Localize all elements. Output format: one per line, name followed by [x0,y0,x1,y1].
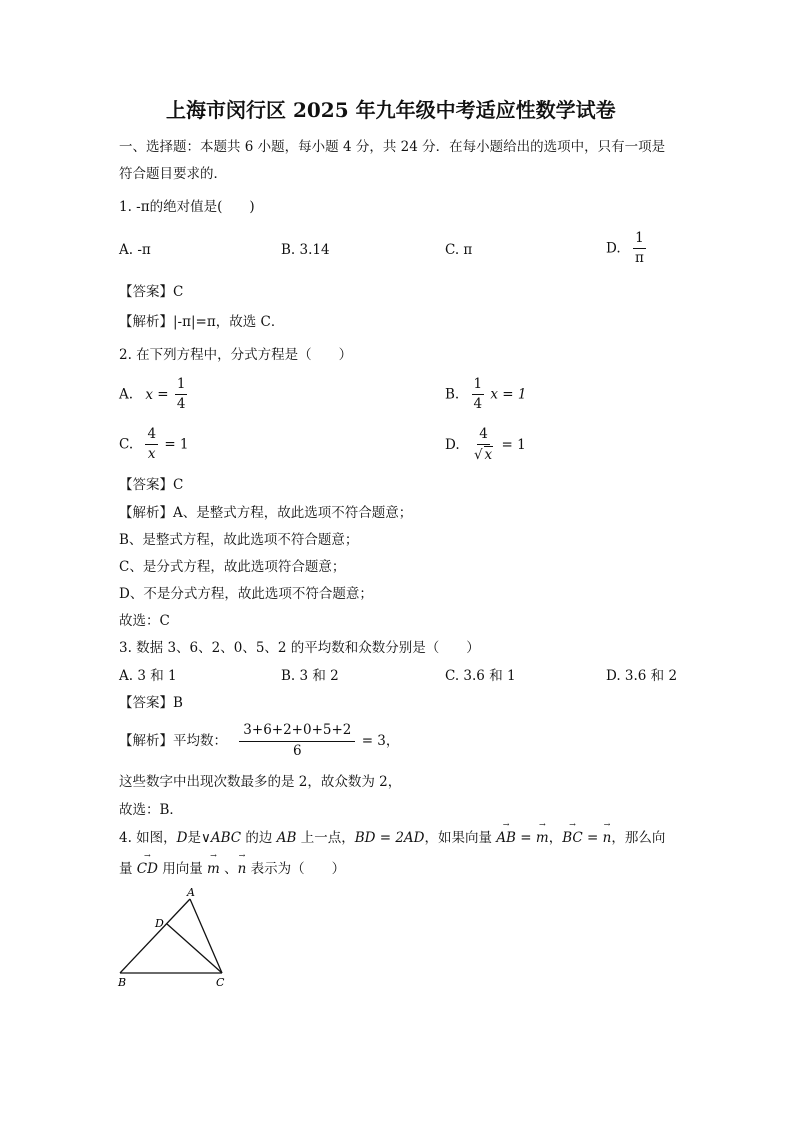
q4-stem-line1 [119,820,666,847]
q2-option-d-fraction [472,426,495,464]
fraction-numerator: 1 [175,376,188,395]
q2-option-a-eq: = [157,386,169,403]
fraction-denominator [472,445,495,464]
vector-arrow-icon: → [502,820,510,829]
q2-analysis-line3: C、是分式方程，故此选项符合题意； [119,559,346,575]
text: ，如果向量 [424,830,497,846]
fraction-denominator: 4 [473,396,483,412]
q3-option-c: C. 3.6 和 1 [445,668,516,684]
q2-option-a [119,376,189,413]
math-var: AB [276,830,297,846]
label-d: D [155,917,164,930]
fraction-numerator: 4 [145,426,158,445]
q3-option-d: D. 3.6 和 2 [606,668,678,684]
q2-option-b-rhs: x = 1 [490,386,527,403]
text: = [515,830,536,846]
text: 表示为（ ） [246,861,346,877]
q2-option-d-rhs: = 1 [501,437,526,453]
math-expr: BD = 2AD [354,830,425,846]
vector-label: AB [496,830,516,846]
q2-option-c-rhs: = 1 [164,436,189,453]
vector-m [535,820,549,847]
q2-option-b [445,376,527,413]
fraction-numerator: 3+6+2+0+5+2 [239,722,355,742]
q3-answer: 【答案】B [119,695,183,711]
q3-option-a: A. 3 和 1 [119,668,177,684]
sqrt-symbol: √ [473,447,483,463]
triangle-figure [112,885,252,995]
q4-stem-line2 [119,851,346,878]
q3-analysis-line2: 这些数字中出现次数最多的是 2，故众数为 2， [119,774,402,790]
q3-mean-result: = 3， [361,733,400,749]
vector-label: n [602,830,612,846]
text: 4. 如图， [119,830,177,846]
q2-analysis-line1: 【解析】A、是整式方程，故此选项不符合题意； [119,505,413,521]
q2-option-c-label: C. [119,436,134,453]
vector-m [207,851,220,878]
fraction-numerator: 4 [477,426,490,445]
q2-option-d [445,426,526,464]
vector-label: BC [562,830,583,846]
text: 量 [119,861,137,877]
q2-option-b-fraction [472,376,485,413]
fraction-numerator: 1 [633,230,646,249]
side-ac [190,899,222,973]
q2-option-a-lhs: x [145,386,153,403]
fraction-denominator: 6 [293,743,302,759]
segment-cd [167,924,222,973]
math-var: ABC [210,830,242,846]
section-instructions-line2: 符合题目要求的． [119,166,227,182]
vector-label: m [207,861,220,877]
q2-analysis-line4: D、不是分式方程，故此选项不符合题意； [119,586,373,602]
text: 的边 [241,830,277,846]
page-title: 上海市闵行区 2025 年九年级中考适应性数学试卷 [166,98,616,122]
text: ， [548,830,563,846]
fraction-denominator: 4 [176,396,186,412]
section-instructions-line1: 一、选择题：本题共 6 小题，每小题 4 分，共 24 分．在每小题给出的选项中，只有一项是 [119,139,666,155]
q1-option-d [606,230,648,267]
q1-option-a: A. -π [119,242,151,258]
vector-arrow-icon: → [538,820,546,829]
q2-option-d-label: D. [445,437,460,453]
vector-cd [136,851,158,878]
label-a: A [187,886,195,899]
vector-arrow-icon: → [569,820,576,829]
q1-option-d-fraction [633,230,646,267]
vector-arrow-icon: → [603,820,611,829]
q3-mean-fraction [239,722,355,760]
vector-n [237,851,247,878]
q2-analysis-line5: 故选：C [119,613,170,629]
q1-analysis: 【解析】|-π|=π，故选 C． [119,314,285,330]
q3-analysis-line3: 故选：B． [119,802,183,818]
text: = [582,830,603,846]
vector-label: n [237,861,247,877]
vector-arrow-icon: → [144,851,151,860]
math-var: D [176,830,188,846]
fraction-denominator: π [634,250,644,266]
text: 是∨ [187,830,211,846]
q2-option-c-fraction [145,426,158,463]
vector-label: m [535,830,549,846]
vector-n [602,820,612,847]
q1-option-b: B. 3.14 [281,242,330,258]
q3-option-b: B. 3 和 2 [281,668,339,684]
vector-arrow-icon: → [238,851,246,860]
q1-option-c: C. π [445,242,473,258]
q2-answer: 【答案】C [119,477,184,493]
text: 用向量 [157,861,208,877]
q1-option-d-label: D. [606,240,621,257]
text: 上一点， [296,830,355,846]
q2-option-a-fraction [175,376,188,413]
text: ，那么向 [611,830,666,846]
vector-ab [496,820,516,847]
vector-bc [562,820,583,847]
radicand: x [484,447,493,463]
q2-analysis-line2: B、是整式方程，故此选项不符合题意； [119,532,359,548]
q1-stem: 1. -π的绝对值是( ) [119,199,255,215]
fraction-numerator: 1 [472,376,485,395]
q2-stem: 2. 在下列方程中，分式方程是（ ） [119,347,353,363]
q3-analysis-line1 [119,722,399,760]
q3-analysis-label: 【解析】平均数： [119,733,227,749]
q2-option-a-label: A. [119,386,134,403]
q3-stem: 3. 数据 3、6、2、0、5、2 的平均数和众数分别是（ ） [119,640,480,656]
q2-option-b-label: B. [445,386,460,403]
q1-answer: 【答案】C [119,284,184,300]
vector-arrow-icon: → [210,851,217,860]
vector-label: CD [136,861,158,877]
label-c: C [216,976,225,989]
text: 、 [219,861,238,877]
fraction-denominator: x [147,446,156,462]
q2-option-c [119,426,189,463]
label-b: B [118,976,127,989]
